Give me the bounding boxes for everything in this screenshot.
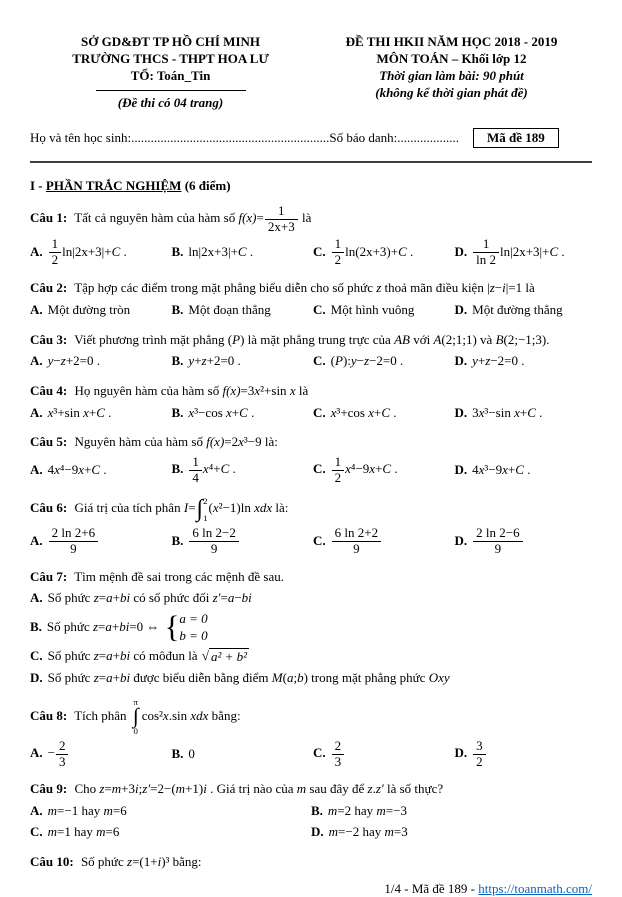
answer-letter: B. xyxy=(171,461,184,477)
math-variable: x xyxy=(212,500,219,516)
answer-option-c xyxy=(313,301,451,320)
math-variable: C xyxy=(398,243,407,259)
question-label: Câu 10: xyxy=(30,853,74,869)
question-stem-text: Viết phương trình mặt phẳng (P) là mặt phẳng trung trực của AB với A(2;1;1) và B(2;−1;3). xyxy=(74,331,550,347)
math-variable: C xyxy=(111,243,121,259)
answer-text: m=1 hay m=6 xyxy=(47,823,120,839)
math-variable: xdx xyxy=(190,707,209,723)
question-label: Câu 2: xyxy=(30,280,68,296)
math-variable: m xyxy=(47,802,58,818)
math-variable: x xyxy=(478,461,485,477)
answers xyxy=(30,404,592,423)
answer-option-d xyxy=(455,352,593,371)
answer-option-c xyxy=(313,739,451,770)
answer-text: x³+sin x+C . xyxy=(47,404,112,420)
math-fraction: $\frac{1}{2}$ xyxy=(332,455,345,486)
math-variable: bi xyxy=(119,590,131,606)
answer-option-d xyxy=(455,739,593,770)
math-variable: z xyxy=(60,353,66,369)
exam-code-badge: Mã đề 189 xyxy=(473,128,559,148)
footer-page-number: 1/4 - Mã đề 189 - xyxy=(384,881,479,897)
math-variable: C xyxy=(239,404,248,420)
answer-text: m=−2 hay m=3 xyxy=(328,823,408,839)
answer-option-a xyxy=(30,352,168,371)
math-fraction: $\frac{2}{3}$ xyxy=(56,739,69,770)
answer-letter: D. xyxy=(454,301,468,317)
question-label: Câu 7: xyxy=(30,568,68,584)
answer-text: y−z+2=0 . xyxy=(47,353,100,369)
answer-option-a xyxy=(30,404,168,423)
math-variable: C xyxy=(220,461,230,477)
footer-link[interactable]: https://toanmath.com/ xyxy=(478,881,592,897)
exam-title: ĐỀ THI HKII NĂM HỌC 2018 - 2019 xyxy=(345,34,558,49)
math-variable: x xyxy=(514,404,520,420)
question-stem xyxy=(30,204,592,235)
answers xyxy=(30,352,592,371)
question-stem-text: Họ nguyên hàm của hàm số f(x)=3x²+sin x là xyxy=(74,383,309,398)
answer-option-a xyxy=(30,526,168,557)
math-variable: x xyxy=(202,461,209,477)
answer-option-b xyxy=(311,802,592,821)
answer-text: Một đường tròn xyxy=(47,301,131,317)
answer-text xyxy=(472,737,487,769)
math-variable: C xyxy=(527,404,536,420)
question-stem xyxy=(30,432,592,452)
answer-text: m=2 hay m=−3 xyxy=(327,802,407,818)
answer-letter: A. xyxy=(30,301,43,317)
math-variable: a xyxy=(286,669,294,685)
answer-letter: A. xyxy=(30,243,43,259)
math-variable: A xyxy=(433,331,442,347)
math-variable: m xyxy=(103,802,113,818)
answer-letter: D. xyxy=(454,461,468,477)
answer-letter: B. xyxy=(171,532,184,548)
school-line: TRƯỜNG THCS - THPT HOA LƯ xyxy=(72,50,269,66)
answers xyxy=(30,802,592,842)
answer-option-d xyxy=(455,526,593,557)
answer-letter: A. xyxy=(30,590,43,606)
answer-letter: A. xyxy=(30,404,43,420)
math-variable: z′ xyxy=(375,781,384,797)
question-label: Câu 3: xyxy=(30,331,68,347)
math-variable: a xyxy=(227,590,235,606)
answer-text: Số phức z=a+bi được biểu diễn bằng điểm M(a;b) trong mặt phẳng phức Oxy xyxy=(47,669,450,685)
question-1 xyxy=(30,204,592,269)
math-variable: i xyxy=(203,781,207,797)
header-divider xyxy=(30,161,592,163)
math-fraction: $\frac{6 \ln 2-2}{9}$ xyxy=(189,526,238,557)
question-label: Câu 6: xyxy=(30,500,68,516)
question-stem-text: Nguyên hàm của hàm số f(x)=2x³−9 là: xyxy=(74,434,278,450)
student-id-label: Số báo danh: xyxy=(329,129,398,145)
math-variable: x xyxy=(330,404,337,420)
answer-text xyxy=(188,525,239,557)
section-heading xyxy=(30,178,592,194)
math-variable: z xyxy=(93,647,99,663)
math-variable: x xyxy=(238,434,244,450)
answer-option-b xyxy=(172,404,310,423)
answer-text xyxy=(48,525,99,557)
answer-option-b xyxy=(172,301,310,320)
question-stem-text: Tập hợp các điểm trong mặt phẳng biểu diễn cho số phức z thoả mãn điều kiện |z−i|=1 là xyxy=(74,280,535,296)
math-variable: C xyxy=(515,461,524,477)
answer-letter: C. xyxy=(313,461,326,477)
math-sqrt: √ a² + b² xyxy=(201,648,248,665)
answer-option-d xyxy=(455,237,593,268)
answer-text xyxy=(331,525,382,557)
student-name-label: Họ và tên học sinh: xyxy=(30,129,132,145)
math-variable: x xyxy=(78,461,85,477)
math-variable: m xyxy=(96,823,106,839)
answer-option-c xyxy=(313,404,451,423)
question-label: Câu 8: xyxy=(30,707,68,723)
answer-option-b xyxy=(172,526,310,557)
question-stem xyxy=(30,381,592,401)
answer-text: $\frac{1}{\ln 2}$ ln|2x+3|+C . xyxy=(472,244,565,259)
answer-text xyxy=(472,525,523,557)
answer-letter: B. xyxy=(171,353,184,369)
questions-list xyxy=(30,204,592,872)
answer-letter: A. xyxy=(30,353,43,369)
answer-text: y+z−2=0 . xyxy=(472,353,525,369)
answer-letter: D. xyxy=(454,243,468,259)
math-variable: z xyxy=(127,853,133,869)
math-variable: AB xyxy=(394,331,410,347)
math-variable: x xyxy=(254,383,261,398)
math-variable: x xyxy=(502,461,508,477)
answer-option-d xyxy=(455,404,593,423)
answer-text: − $\frac{2}{3}$ xyxy=(48,745,70,760)
answer-option-a xyxy=(30,301,168,320)
math-variable: I xyxy=(183,500,189,516)
answer-text: $\frac{1}{2}$ ln|2x+3|+C . xyxy=(48,244,127,259)
math-variable: m xyxy=(384,823,394,839)
math-variable: m xyxy=(328,823,339,839)
question-stem xyxy=(30,698,592,736)
answer-letter: C. xyxy=(30,647,43,663)
answer-option-d xyxy=(455,301,593,320)
answer-option-a xyxy=(30,461,168,480)
question-stem-text: Cho z=m+3i;z′=2−(m+1)i . Giá trị nào của m sau đây để z.z′ là số thực? xyxy=(74,781,444,797)
answer-letter: C. xyxy=(313,301,326,317)
answer-text: $\frac{1}{2}$ x⁴−9x+C . xyxy=(331,461,398,476)
answer-letter: A. xyxy=(30,461,43,477)
answer-text: 3x³−sin x+C . xyxy=(472,404,543,420)
question-stem xyxy=(30,278,592,298)
math-fraction: $\frac{1}{2}$ xyxy=(49,237,62,268)
math-variable: z xyxy=(93,669,99,685)
math-variable: x xyxy=(345,461,351,477)
math-variable: x xyxy=(188,404,195,420)
answer-option-b xyxy=(172,243,310,262)
answer-option-a xyxy=(30,589,592,608)
page-footer xyxy=(30,881,592,897)
math-variable: x xyxy=(478,404,485,420)
math-variable: i xyxy=(157,853,162,869)
math-variable: bi xyxy=(119,669,131,685)
answer-letter: B. xyxy=(171,244,184,260)
math-fraction: $\frac{1}{2}$ xyxy=(332,237,345,268)
answer-option-d xyxy=(30,669,592,688)
question-label: Câu 1: xyxy=(30,209,68,225)
math-variable: x xyxy=(83,404,89,420)
answer-text: m=−1 hay m=6 xyxy=(47,802,127,818)
math-variable: z xyxy=(201,353,207,369)
math-fraction: $\frac{2 \ln 2-6}{9}$ xyxy=(473,526,522,557)
math-variable: m xyxy=(47,823,58,839)
math-variable: z′ xyxy=(212,590,221,606)
math-variable: x xyxy=(289,383,296,398)
integral-icon: π ∫ 0 xyxy=(132,696,139,736)
math-variable: a xyxy=(105,618,112,634)
answer-letter: D. xyxy=(30,669,43,685)
answer-letter: C. xyxy=(313,353,326,369)
exam-duration-note: (không kể thời gian phát đề) xyxy=(375,84,528,100)
math-cases: { a = 0 b = 0 xyxy=(164,610,208,645)
math-variable: z xyxy=(92,618,99,634)
answer-text: 4x³−9x+C . xyxy=(472,461,531,477)
question-5 xyxy=(30,432,592,485)
answer-letter: D. xyxy=(311,823,324,839)
answer-letter: D. xyxy=(454,353,468,369)
answer-letter: B. xyxy=(171,745,184,761)
math-variable: z′ xyxy=(142,781,151,797)
question-stem-text: Tìm mệnh đề sai trong các mệnh đề sau. xyxy=(74,568,284,584)
answer-text: x³−cos x+C . xyxy=(188,404,255,420)
question-4 xyxy=(30,381,592,422)
question-10 xyxy=(30,852,592,872)
issuer-line: SỞ GD&ĐT TP HỒ CHÍ MINH xyxy=(80,34,261,49)
question-stem-text: Tích phân π ∫ 0 cos²x.sin xdx bằng: xyxy=(74,696,241,736)
question-8 xyxy=(30,698,592,770)
math-variable: P xyxy=(232,331,241,347)
answer-text: Một đoạn thẳng xyxy=(188,301,271,317)
header xyxy=(30,34,592,112)
math-variable: bi xyxy=(119,647,131,663)
answer-text: $\frac{1}{2}$ ln(2x+3)+C . xyxy=(331,244,414,259)
math-variable: z xyxy=(367,781,373,797)
math-variable: m xyxy=(376,802,386,818)
question-stem-text: Số phức z=(1+i)³ bằng: xyxy=(80,853,202,869)
question-stem-text: Tất cả nguyên hàm của hàm số f(x)= $\frac{1}{2x+3}$ là xyxy=(74,202,312,234)
math-variable: m xyxy=(296,781,307,797)
answer-letter: C. xyxy=(313,745,326,760)
answers xyxy=(30,455,592,486)
question-stem xyxy=(30,330,592,350)
answer-letter: A. xyxy=(30,802,43,818)
answer-letter: D. xyxy=(454,532,468,548)
math-variable: a xyxy=(106,669,113,685)
math-variable: x xyxy=(162,707,169,723)
question-9 xyxy=(30,779,592,841)
answer-letter: B. xyxy=(171,301,184,317)
answer-letter: B. xyxy=(30,618,42,634)
answer-option-c xyxy=(313,352,451,371)
answer-text: Số phức z=a+bi có môđun là √ a² + b² xyxy=(47,647,248,665)
math-variable: m xyxy=(111,781,122,797)
math-variable: C xyxy=(91,461,101,477)
header-left xyxy=(30,34,311,112)
math-variable: C xyxy=(549,243,559,259)
question-3 xyxy=(30,330,592,371)
question-stem xyxy=(30,496,592,523)
department-line: TỔ: Toán_Tin xyxy=(130,67,211,83)
answer-letter: C. xyxy=(313,532,326,548)
section-points: (6 điểm) xyxy=(181,177,231,193)
question-label: Câu 5: xyxy=(30,434,68,450)
answer-option-c xyxy=(313,237,451,268)
math-variable: x xyxy=(368,404,375,420)
math-variable: x xyxy=(369,461,376,477)
math-variable: xdx xyxy=(254,500,273,516)
math-variable: z xyxy=(485,353,491,369)
math-variable: f(x) xyxy=(222,383,241,398)
exam-subject: MÔN TOÁN – Khối lớp 12 xyxy=(376,50,527,66)
answer-option-c xyxy=(30,647,592,666)
math-variable: bi xyxy=(119,618,130,634)
answer-text: 0 xyxy=(188,745,195,761)
question-6 xyxy=(30,496,592,557)
math-variable: B xyxy=(495,331,504,347)
math-variable: f(x) xyxy=(206,434,225,450)
exam-duration: Thời gian làm bài: 90 phút xyxy=(379,67,524,83)
answer-text: Số phức z=a+bi có số phức đối z′=a−bi xyxy=(47,590,252,606)
answers xyxy=(30,739,592,770)
math-variable: bi xyxy=(241,590,252,606)
header-rule xyxy=(96,90,246,91)
answer-option-d xyxy=(311,823,592,842)
answers xyxy=(30,301,592,320)
answer-text: Số phức z=a+bi=0 ⇔ { a = 0 b = 0 xyxy=(46,610,208,645)
math-variable: z xyxy=(93,590,99,606)
math-fraction: $\frac{1}{2x+3}$ xyxy=(265,204,298,235)
answer-option-b xyxy=(172,352,310,371)
answer-text: y+z+2=0 . xyxy=(188,353,241,369)
answer-option-d xyxy=(455,461,593,480)
answers xyxy=(30,237,592,268)
math-variable: C xyxy=(381,404,391,420)
answer-text: x³+cos x+C . xyxy=(330,404,397,420)
pages-note: (Đề thi có 04 trang) xyxy=(117,94,224,110)
math-variable: m xyxy=(175,781,186,797)
answer-letter: C. xyxy=(30,823,43,839)
answer-text: Một đường thẳng xyxy=(472,301,563,317)
answer-option-a xyxy=(30,739,168,770)
math-variable: f(x) xyxy=(238,209,257,225)
student-info-row xyxy=(30,128,592,148)
question-stem-text: Giá trị của tích phân I= ∫ 2 1 (x²−1)ln xdx là: xyxy=(74,496,289,524)
answer-option-b xyxy=(172,745,310,764)
math-fraction: $\frac{6 \ln 2+2}{9}$ xyxy=(332,526,381,557)
answer-letter: D. xyxy=(454,404,468,420)
answer-option-a xyxy=(30,237,168,268)
math-variable: b xyxy=(297,669,304,685)
math-variable: x xyxy=(54,461,60,477)
math-variable: y xyxy=(47,353,54,369)
math-variable: x xyxy=(226,404,232,420)
math-fraction: $\frac{3}{2}$ xyxy=(473,739,486,770)
question-label: Câu 9: xyxy=(30,781,68,797)
answer-letter: B. xyxy=(311,802,323,818)
question-label: Câu 4: xyxy=(30,383,68,398)
math-fraction: $\frac{1}{4}$ xyxy=(189,455,202,486)
math-fraction: $\frac{2 \ln 2+6}{9}$ xyxy=(49,526,98,557)
answer-letter: D. xyxy=(454,745,468,760)
student-name-blank: ............................................................. xyxy=(131,129,330,145)
math-variable: i xyxy=(135,781,139,797)
question-stem xyxy=(30,567,592,587)
math-variable: Oxy xyxy=(428,669,450,685)
math-variable: z xyxy=(489,280,495,296)
answer-text: 4x⁴−9x+C . xyxy=(47,461,107,477)
answer-text: Một hình vuông xyxy=(330,301,415,317)
answer-letter: A. xyxy=(30,532,43,548)
integral-icon: ∫ 2 1 xyxy=(196,496,208,524)
answers xyxy=(30,589,592,687)
answer-letter: A. xyxy=(30,745,43,760)
answer-option-c xyxy=(313,526,451,557)
math-variable: z xyxy=(376,280,382,296)
math-fraction: $\frac{2}{3}$ xyxy=(332,739,345,770)
answer-option-c xyxy=(30,823,311,842)
math-variable: P xyxy=(334,353,343,369)
answers xyxy=(30,526,592,557)
math-variable: x xyxy=(47,404,54,420)
answer-option-c xyxy=(313,455,451,486)
math-variable: z xyxy=(99,781,105,797)
math-variable: i xyxy=(502,280,506,296)
math-fraction: $\frac{1}{\ln 2}$ xyxy=(473,237,499,268)
answer-option-a xyxy=(30,802,311,821)
math-variable: M xyxy=(271,669,283,685)
answer-letter: B. xyxy=(171,404,184,420)
student-id-blank: ................... xyxy=(397,129,459,145)
answer-option-b xyxy=(30,611,592,644)
answer-letter: C. xyxy=(313,404,326,420)
answer-text: $\frac{1}{4}$ x⁴+C . xyxy=(188,461,235,476)
math-variable: y xyxy=(472,353,478,369)
math-variable: a xyxy=(106,590,113,606)
answer-text: ln|2x+3|+C . xyxy=(188,244,254,260)
question-stem xyxy=(30,779,592,799)
math-variable: y xyxy=(188,353,195,369)
answer-option-b xyxy=(172,455,310,486)
question-stem xyxy=(30,852,592,872)
header-right xyxy=(311,34,592,112)
section-prefix: I - xyxy=(30,177,46,193)
math-variable: a xyxy=(106,647,113,663)
math-variable: C xyxy=(96,404,105,420)
answer-letter: C. xyxy=(313,243,326,259)
math-variable: C xyxy=(382,461,392,477)
math-variable: y xyxy=(350,353,357,369)
section-title: PHẦN TRẮC NGHIỆM xyxy=(45,177,182,193)
math-variable: C xyxy=(237,244,247,260)
math-variable: m xyxy=(327,802,338,818)
answer-text: (P):y−z−2=0 . xyxy=(330,353,404,369)
answer-text xyxy=(331,737,346,769)
question-2 xyxy=(30,278,592,319)
question-7 xyxy=(30,567,592,688)
math-variable: z xyxy=(364,353,370,369)
